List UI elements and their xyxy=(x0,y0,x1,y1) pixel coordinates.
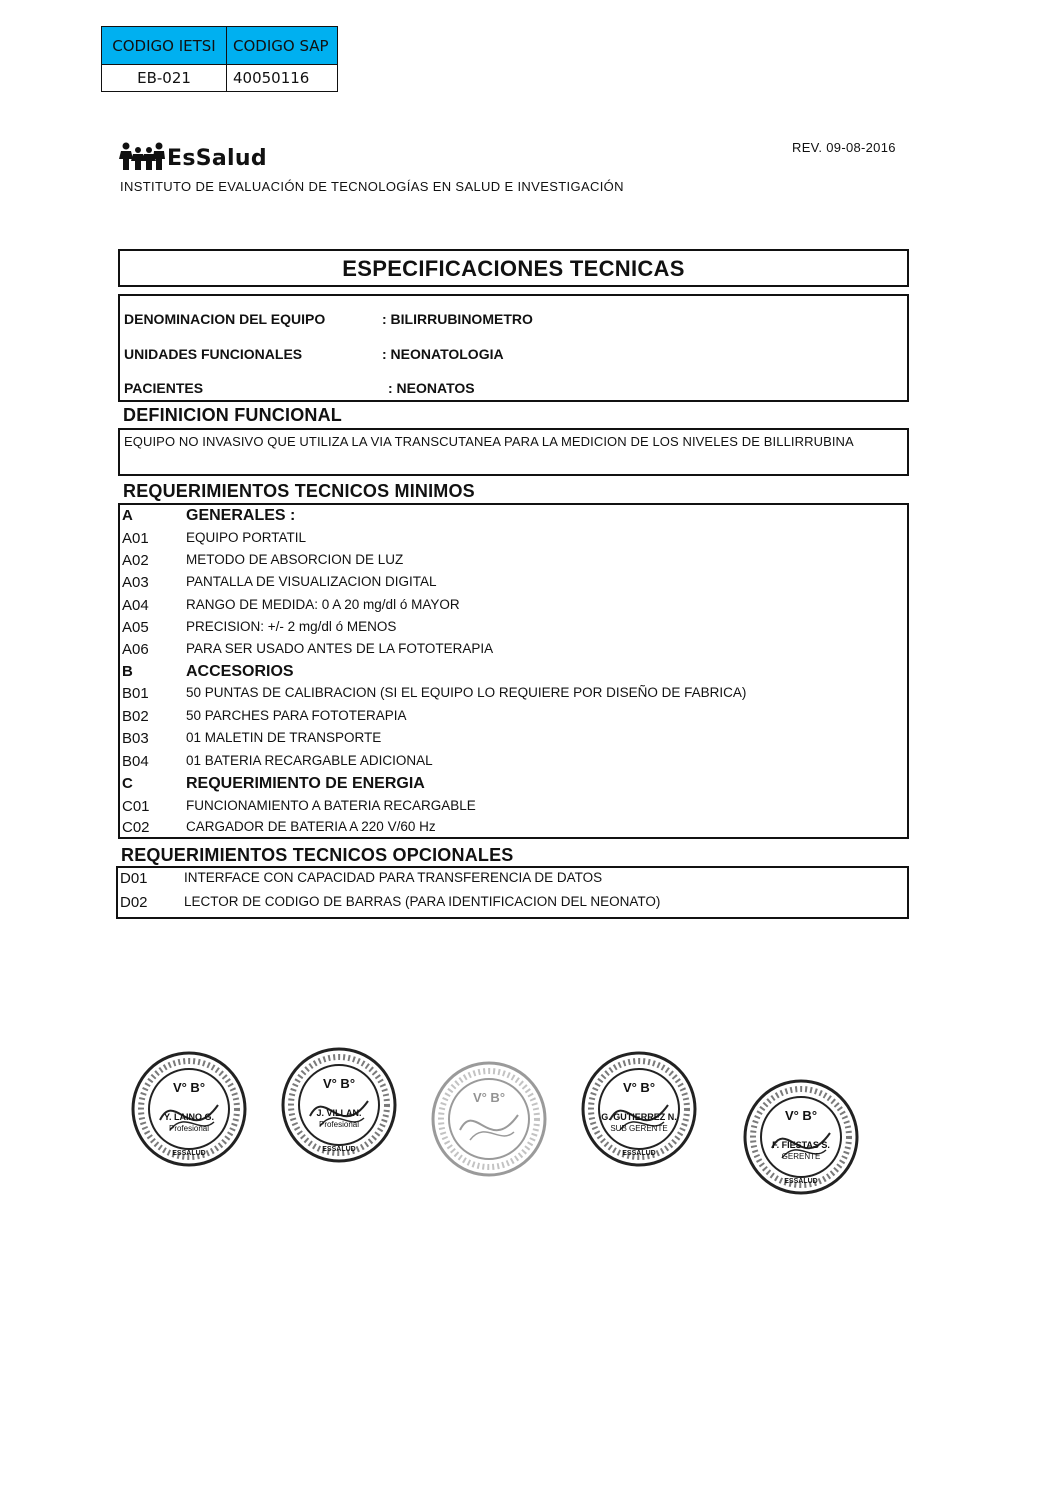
requirement-text: FUNCIONAMIENTO A BATERIA RECARGABLE xyxy=(186,798,476,813)
stamp-vobo-text: V° B° xyxy=(784,1108,818,1123)
requirement-code: A04 xyxy=(122,597,149,614)
stamp-4 xyxy=(580,1050,698,1173)
requirement-text: 50 PARCHES PARA FOTOTERAPIA xyxy=(186,708,407,723)
requirement-text: CARGADOR DE BATERIA A 220 V/60 Hz xyxy=(186,819,436,834)
info-value: : NEONATOLOGIA xyxy=(382,346,504,362)
stamp-seal-icon xyxy=(430,1060,548,1178)
stamp-ring-text: ESSALUD xyxy=(784,1178,818,1185)
logo-text: EsSalud xyxy=(167,146,267,171)
info-row-denominacion xyxy=(124,311,533,327)
requirement-code: C02 xyxy=(122,819,150,836)
revision-date: REV. 09-08-2016 xyxy=(792,140,896,155)
info-label: DENOMINACION DEL EQUIPO xyxy=(124,311,326,327)
code-ietsi-header: CODIGO IETSI xyxy=(102,27,227,65)
stamp-2 xyxy=(280,1046,398,1169)
minimos-box xyxy=(118,503,909,839)
info-label: UNIDADES FUNCIONALES xyxy=(124,346,303,362)
stamp-vobo-text: V° B° xyxy=(172,1080,206,1095)
requirement-code: A01 xyxy=(122,530,149,547)
requirement-code: A02 xyxy=(122,552,149,569)
opcionales-heading: REQUERIMIENTOS TECNICOS OPCIONALES xyxy=(121,845,514,865)
requirement-code: B02 xyxy=(122,708,149,725)
requirement-code: C01 xyxy=(122,798,150,815)
requirement-text: METODO DE ABSORCION DE LUZ xyxy=(186,552,404,567)
requirement-code: B01 xyxy=(122,685,149,702)
requirement-text: 50 PUNTAS DE CALIBRACION (SI EL EQUIPO LO REQUIERE POR DISEÑO DE FABRICA) xyxy=(186,685,747,700)
requirement-text: EQUIPO PORTATIL xyxy=(186,530,307,545)
stamp-ring-text: ESSALUD xyxy=(322,1146,356,1153)
stamp-name-text: Y. LAINO G. xyxy=(163,1112,214,1122)
requirement-text: GENERALES : xyxy=(186,507,296,524)
requirement-text: PARA SER USADO ANTES DE LA FOTOTERAPIA xyxy=(186,641,494,656)
stamp-vobo-text: V° B° xyxy=(622,1080,656,1095)
stamp-role-text: Profesional xyxy=(318,1120,360,1129)
stamp-vobo-text: V° B° xyxy=(322,1076,356,1091)
requirement-code: C xyxy=(122,775,133,792)
requirement-text: PRECISION: +/- 2 mg/dl ó MENOS xyxy=(186,619,397,634)
requirement-text: RANGO DE MEDIDA: 0 A 20 mg/dl ó MAYOR xyxy=(186,597,460,612)
requirement-text: PANTALLA DE VISUALIZACION DIGITAL xyxy=(186,574,437,589)
code-sap-header: CODIGO SAP xyxy=(227,27,338,65)
requirement-code: B xyxy=(122,663,133,680)
requirement-code: A05 xyxy=(122,619,149,636)
requirement-text: REQUERIMIENTO DE ENERGIA xyxy=(186,775,425,792)
info-value: : NEONATOS xyxy=(388,380,475,396)
code-ietsi-value: EB-021 xyxy=(102,65,227,92)
requirement-code: A03 xyxy=(122,574,149,591)
requirement-code: D02 xyxy=(120,894,148,911)
definicion-heading: DEFINICION FUNCIONAL xyxy=(123,405,342,425)
approval-stamps xyxy=(130,1050,870,1210)
stamp-role-text: GERENTE xyxy=(781,1152,821,1161)
opcionales-box xyxy=(116,866,909,919)
requirement-text: ACCESORIOS xyxy=(186,663,294,680)
info-value: : BILIRRUBINOMETRO xyxy=(382,311,533,327)
code-sap-value: 40050116 xyxy=(227,65,338,92)
info-row-unidades xyxy=(124,346,504,362)
requirement-code: A xyxy=(122,507,133,524)
stamp-name-text: F. FIESTAS S. xyxy=(772,1140,830,1150)
requirement-text: 01 MALETIN DE TRANSPORTE xyxy=(186,730,382,745)
essalud-logo xyxy=(119,141,267,171)
institute-name: INSTITUTO DE EVALUACIÓN DE TECNOLOGÍAS EN SALUD E INVESTIGACIÓN xyxy=(120,179,624,194)
requirement-code: A06 xyxy=(122,641,149,658)
code-table xyxy=(101,26,338,92)
stamp-name-text: G. GUTIERREZ N. xyxy=(601,1112,677,1122)
requirement-text: INTERFACE CON CAPACIDAD PARA TRANSFERENCIA DE DATOS xyxy=(184,870,603,885)
minimos-heading: REQUERIMIENTOS TECNICOS MINIMOS xyxy=(123,481,475,501)
definicion-box xyxy=(118,428,909,476)
requirement-code: B03 xyxy=(122,730,149,747)
info-row-pacientes xyxy=(124,380,475,396)
stamp-name-text: J. VILLAN. xyxy=(316,1108,362,1118)
requirement-code: B04 xyxy=(122,753,149,770)
stamp-role-text: Profesional xyxy=(168,1124,210,1133)
stamp-5 xyxy=(742,1078,860,1201)
stamp-3 xyxy=(430,1060,548,1183)
stamp-role-text: SUB GERENTE xyxy=(610,1124,668,1133)
people-family-icon xyxy=(119,141,165,171)
requirement-code: D01 xyxy=(120,870,148,887)
stamp-vobo-text: V° B° xyxy=(472,1090,506,1105)
info-label: PACIENTES xyxy=(124,380,204,396)
stamp-ring-text: ESSALUD xyxy=(172,1150,206,1157)
equipment-info-box xyxy=(118,294,909,402)
definicion-text: EQUIPO NO INVASIVO QUE UTILIZA LA VIA TRANSCUTANEA PARA LA MEDICION DE LOS NIVELES DE BILLIRRUBINA xyxy=(124,434,854,449)
requirement-text: LECTOR DE CODIGO DE BARRAS (PARA IDENTIFICACION DEL NEONATO) xyxy=(184,894,661,909)
requirement-text: 01 BATERIA RECARGABLE ADICIONAL xyxy=(186,753,433,768)
stamp-1 xyxy=(130,1050,248,1173)
page-title: ESPECIFICACIONES TECNICAS xyxy=(342,256,685,281)
title-box xyxy=(118,249,909,287)
stamp-ring-text: ESSALUD xyxy=(622,1150,656,1157)
